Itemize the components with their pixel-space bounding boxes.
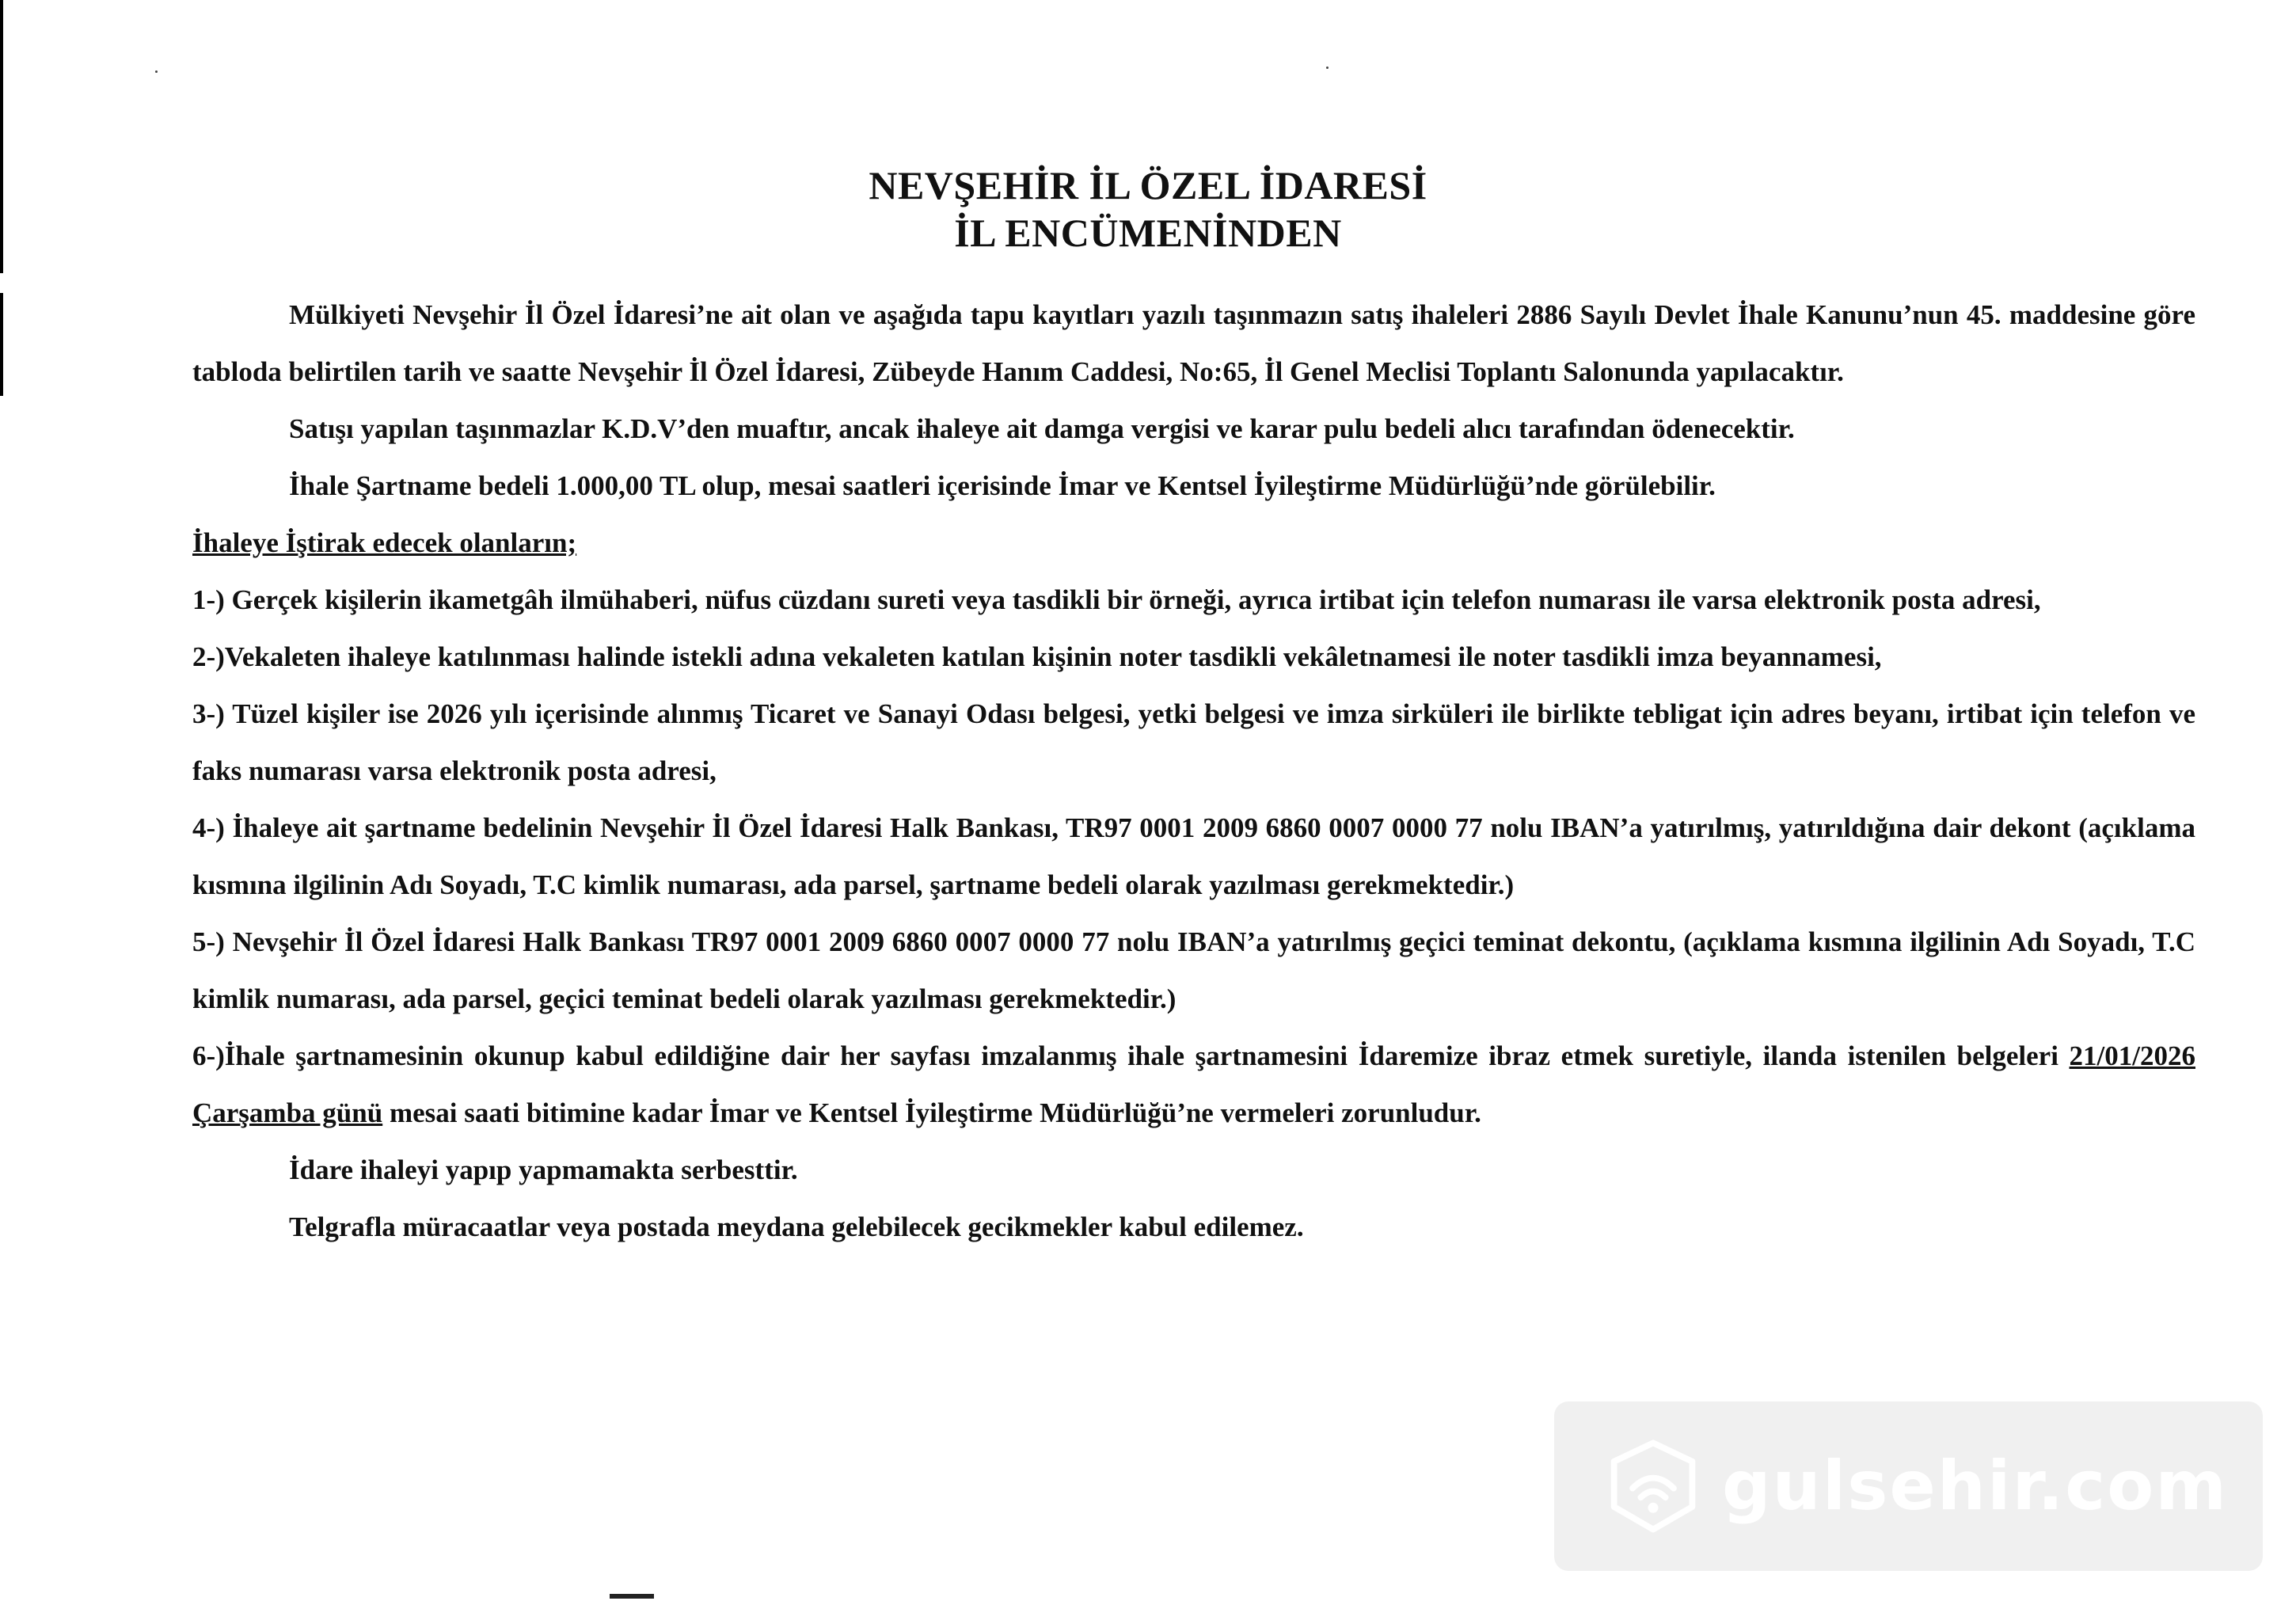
- intro-paragraph: Mülkiyeti Nevşehir İl Özel İdaresi’ne ait olan ve aşağıda tapu kayıtları yazılı taşınmazın satış ihaleleri 2886 Sayılı Devlet İhale Kanunu’nun 45. maddesine göre tabloda belirtilen tarih ve saatte Nevşehir İl Özel İdaresi, Zübeyde Hanım Caddesi, No:65, İl Genel Meclisi Toplantı Salonunda yapılacaktır.: [192, 299, 2195, 387]
- requirement-item-3: 3-) Tüzel kişiler ise 2026 yılı içerisinde alınmış Ticaret ve Sanayi Odası belgesi, yetki belgesi ve imza sirküleri ile birlikte tebligat için adres beyanı, irtibat için telefon ve faks numarası varsa elektronik posta adresi,: [192, 698, 2195, 786]
- specification-fee-paragraph: İhale Şartname bedeli 1.000,00 TL olup, mesai saatleri içerisinde İmar ve Kentsel İyileştirme Müdürlüğü’nde görülebilir.: [289, 470, 1716, 501]
- scan-speck: [1326, 67, 1329, 69]
- scan-edge-line: [0, 293, 3, 396]
- scan-mark: [610, 1594, 654, 1599]
- requirement-item-1: 1-) Gerçek kişilerin ikametgâh ilmühaberi, nüfus cüzdanı sureti veya tasdikli bir örneği, ayrıca irtibat için telefon numarası ile varsa elektronik posta adresi,: [192, 584, 2041, 615]
- item6-text-after: mesai saati bitimine kadar İmar ve Kentsel İyileştirme Müdürlüğü’ne vermeleri zorunludur.: [382, 1097, 1481, 1128]
- requirement-item-4: 4-) İhaleye ait şartname bedelinin Nevşehir İl Özel İdaresi Halk Bankası, TR97 0001 2009 6860 0007 0000 77 nolu IBAN’a yatırılmış, yatırıldığına dair dekont (açıklama kısmına ilgilinin Adı Soyadı, T.C kimlik numarası, ada parsel, şartname bedeli olarak yazılması gerekmektedir.): [192, 812, 2195, 900]
- vat-paragraph: Satışı yapılan taşınmazlar K.D.V’den muaftır, ancak ihaleye ait damga vergisi ve karar pulu bedeli alıcı tarafından ödenecektir.: [289, 413, 1795, 444]
- requirement-item-2: 2-)Vekaleten ihaleye katılınması halinde istekli adına vekaleten katılan kişinin noter tasdikli vekâletnamesi ile noter tasdikli imza beyannamesi,: [192, 641, 1882, 672]
- requirements-heading: İhaleye İştirak edecek olanların;: [192, 527, 577, 558]
- closing-paragraph-1: İdare ihaleyi yapıp yapmamakta serbesttir.: [289, 1154, 798, 1185]
- site-watermark: [1554, 1401, 2263, 1571]
- item6-text-before: 6-)İhale şartnamesinin okunup kabul edildiğine dair her sayfası imzalanmış ihale şartnamesini İdaremize ibraz etmek suretiyle, ilanda istenilen belgeleri: [192, 1040, 2070, 1071]
- submission-deadline: 21/01/2026 Çarşamba günü: [192, 1040, 2195, 1128]
- document-subtitle: İL ENCÜMENİNDEN: [954, 211, 1342, 255]
- wifi-shield-logo-icon: [1602, 1435, 1705, 1538]
- watermark-text: gulsehir.com: [1722, 1447, 2228, 1526]
- document-body: [192, 287, 2195, 1256]
- requirement-item-6: [192, 1028, 2195, 1142]
- scan-speck: [155, 70, 158, 73]
- requirement-item-5: 5-) Nevşehir İl Özel İdaresi Halk Bankası TR97 0001 2009 6860 0007 0000 77 nolu IBAN’a yatırılmış geçici teminat dekontu, (açıklama kısmına ilgilinin Adı Soyadı, T.C kimlik numarası, ada parsel, geçici teminat bedeli olarak yazılması gerekmektedir.): [192, 926, 2195, 1014]
- document-title: NEVŞEHİR İL ÖZEL İDARESİ: [869, 163, 1427, 207]
- closing-paragraph-2: Telgrafla müracaatlar veya postada meydana gelebilecek gecikmekler kabul edilemez.: [289, 1211, 1304, 1242]
